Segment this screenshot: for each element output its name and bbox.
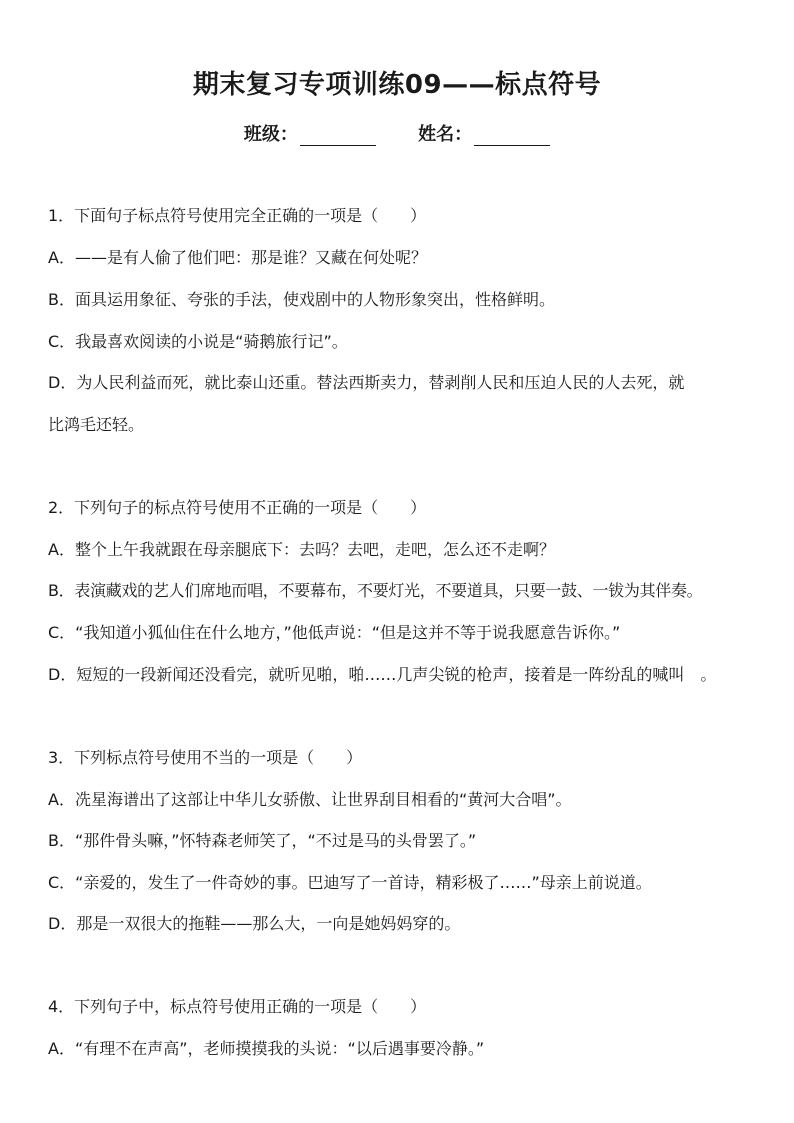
question-3-option-b: B．“那件骨头嘛，”怀特森老师笑了，“不过是马的头骨罢了。” [48, 831, 477, 850]
question-3-option-d: D．那是一双很大的拖鞋——那么大，一向是她妈妈穿的。 [48, 914, 461, 933]
question-2-option-a: A．整个上午我就跟在母亲腿底下：去吗？去吧，走吧，怎么还不走啊？ [48, 540, 555, 559]
name-label: 姓名： [418, 124, 473, 145]
question-1-option-d-cont: 比鸿毛还轻。 [48, 415, 145, 434]
question-1-option-b: B．面具运用象征、夸张的手法，使戏剧中的人物形象突出，性格鲜明。 [48, 290, 555, 309]
question-2-stem: 2．下列句子的标点符号使用不正确的一项是（ ） [48, 498, 427, 517]
question-2-option-b: B．表演藏戏的艺人们席地而唱，不要幕布，不要灯光，不要道具，只要一鼓、一钹为其伴奏。 [48, 581, 703, 600]
question-3-stem: 3．下列标点符号使用不当的一项是（ ） [48, 748, 363, 767]
question-1-option-a: A．——是有人偷了他们吧：那是谁？又藏在何处呢？ [48, 248, 427, 267]
name-field [418, 120, 550, 146]
class-label: 班级： [243, 124, 298, 145]
question-1-option-d: D．为人民利益而死，就比泰山还重。替法西斯卖力，替剥削人民和压迫人民的人去死，就 [48, 373, 685, 392]
class-blank[interactable] [300, 127, 376, 146]
question-2-option-d: D．短短的一段新闻还没看完，就听见啪，啪……几声尖锐的枪声，接着是一阵纷乱的喊叫 。 [48, 665, 717, 684]
question-3-option-c: C．“亲爱的，发生了一件奇妙的事。巴迪写了一首诗，精彩极了……”母亲上前说道。 [48, 873, 652, 892]
question-2-option-c: C．“我知道小狐仙住在什么地方，”他低声说：“但是这并不等于说我愿意告诉你。” [48, 623, 621, 642]
name-blank[interactable] [474, 127, 550, 146]
question-1-stem: 1．下面句子标点符号使用完全正确的一项是（ ） [48, 206, 427, 225]
student-info [0, 120, 794, 146]
question-4-option-a: A．“有理不在声高”，老师摸摸我的头说：“以后遇事要冷静。” [48, 1039, 485, 1058]
class-field [244, 120, 376, 146]
question-3-option-a: A．冼星海谱出了这部让中华儿女骄傲、让世界刮目相看的“黄河大合唱”。 [48, 790, 572, 809]
question-4-stem: 4．下列句子中，标点符号使用正确的一项是（ ） [48, 997, 427, 1016]
page-title: 期末复习专项训练09——标点符号 [192, 70, 602, 100]
question-1-option-c: C．我最喜欢阅读的小说是“骑鹅旅行记”。 [48, 332, 348, 351]
